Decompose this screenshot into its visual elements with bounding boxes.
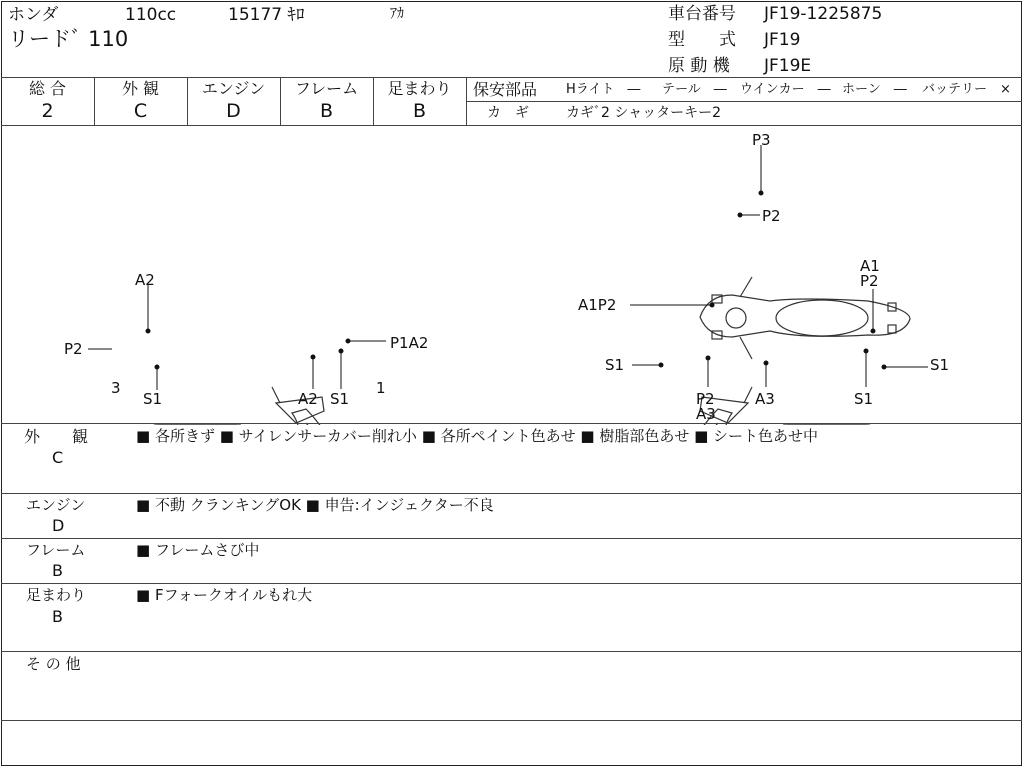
type-value: JF19 — [764, 30, 801, 50]
grade-engine-value: D — [226, 100, 241, 122]
right-label-p2-top: P2 — [860, 272, 879, 290]
frame-no: JF19-1225875 — [764, 4, 883, 24]
left-label-s1-front: S1 — [330, 390, 350, 408]
section-frame-label: フレーム — [26, 541, 86, 559]
grade-suspension-label: 足まわり — [387, 79, 452, 98]
section-exterior-label: 外 観 — [24, 427, 89, 446]
right-label-p2-bottom: P2 — [696, 390, 715, 408]
left-label-3: 3 — [111, 379, 121, 397]
safety-item-battery: バッテリー × — [922, 82, 1011, 97]
section-frame-grade: B — [52, 561, 63, 580]
grade-overall-value: 2 — [41, 100, 54, 122]
key-value: カギﾞ2 シャッターキー2 — [566, 105, 721, 121]
right-label-a1p2: A1P2 — [578, 296, 617, 314]
section-frame-text: ■ フレームさび中 — [136, 541, 260, 559]
grade-exterior-value: C — [133, 100, 148, 122]
divider — [1, 423, 1022, 424]
divider — [466, 77, 467, 125]
grade-exterior-label: 外 観 — [121, 79, 160, 98]
diagram-labels — [64, 131, 949, 423]
section-suspension-text: ■ Fフォークオイルもれ大 — [136, 586, 313, 604]
grade-frame-value: B — [319, 100, 334, 122]
divider — [1, 720, 1022, 721]
divider — [1, 651, 1022, 652]
left-label-p2: P2 — [64, 340, 83, 358]
divider — [1, 538, 1022, 539]
divider — [467, 101, 1022, 102]
section-engine-text: ■ 不動 クランキングOK ■ 申告:インジェクター不良 — [136, 496, 494, 514]
right-label-s1-rear: S1 — [854, 390, 874, 408]
top-label-p3: P3 — [752, 131, 771, 149]
right-label-a3-left: A3 — [696, 405, 716, 423]
type-label: 型 式 — [668, 30, 736, 50]
safety-item-horn: ホーン ― — [842, 82, 907, 97]
safety-item-tail: テール ― — [662, 82, 727, 97]
safety-item-headlight: Hライト ― — [566, 82, 641, 97]
displacement: 110cc — [125, 5, 177, 25]
maker: ホンダ — [8, 5, 59, 25]
frame-no-label: 車台番号 — [668, 4, 736, 24]
left-label-a2-bottom: A2 — [298, 390, 318, 408]
right-label-s1-side: S1 — [930, 356, 950, 374]
left-label-1: 1 — [376, 379, 386, 397]
right-label-a3-center: A3 — [755, 390, 775, 408]
right-label-a1: A1 — [860, 257, 880, 275]
safety-label: 保安部品 — [473, 80, 538, 99]
damage-markers — [88, 145, 928, 390]
damage-diagram — [0, 125, 1024, 425]
section-engine-label: エンジン — [26, 496, 86, 514]
section-suspension-label: 足まわり — [26, 586, 87, 604]
section-other-label: そ の 他 — [26, 655, 81, 673]
left-label-s1-rear: S1 — [143, 390, 163, 408]
divider — [1, 583, 1022, 584]
engine-value: JF19E — [764, 56, 812, 76]
section-exterior-text: ■ 各所きず ■ サイレンサーカバー削れ小 ■ 各所ペイント色あせ ■ 樹脂部色あせ ■ シート色あせ中 — [136, 427, 819, 445]
right-label-s1-front: S1 — [605, 356, 625, 374]
divider — [1, 77, 1022, 78]
left-label-p1a2: P1A2 — [390, 334, 429, 352]
section-exterior-grade: C — [52, 448, 64, 467]
section-engine-grade: D — [52, 516, 65, 535]
color: ｱｶ — [390, 6, 404, 22]
grade-frame-label: フレーム — [294, 79, 359, 98]
scooter-right-view — [647, 387, 918, 425]
top-label-p2: P2 — [762, 207, 781, 225]
grade-overall-label: 総 合 — [28, 79, 67, 98]
left-label-a2-top: A2 — [135, 271, 155, 289]
divider — [1, 493, 1022, 494]
safety-item-winker: ウインカー ― — [740, 82, 831, 97]
grade-suspension-value: B — [412, 100, 427, 122]
key-label: カ ギ — [487, 105, 529, 121]
grade-engine-label: エンジン — [201, 79, 266, 98]
mileage: 15177 ｷﾛ — [228, 5, 305, 25]
engine-label: 原 動 機 — [668, 56, 730, 76]
model-name: リードﾞ 110 — [8, 27, 129, 51]
section-suspension-grade: B — [52, 607, 63, 626]
